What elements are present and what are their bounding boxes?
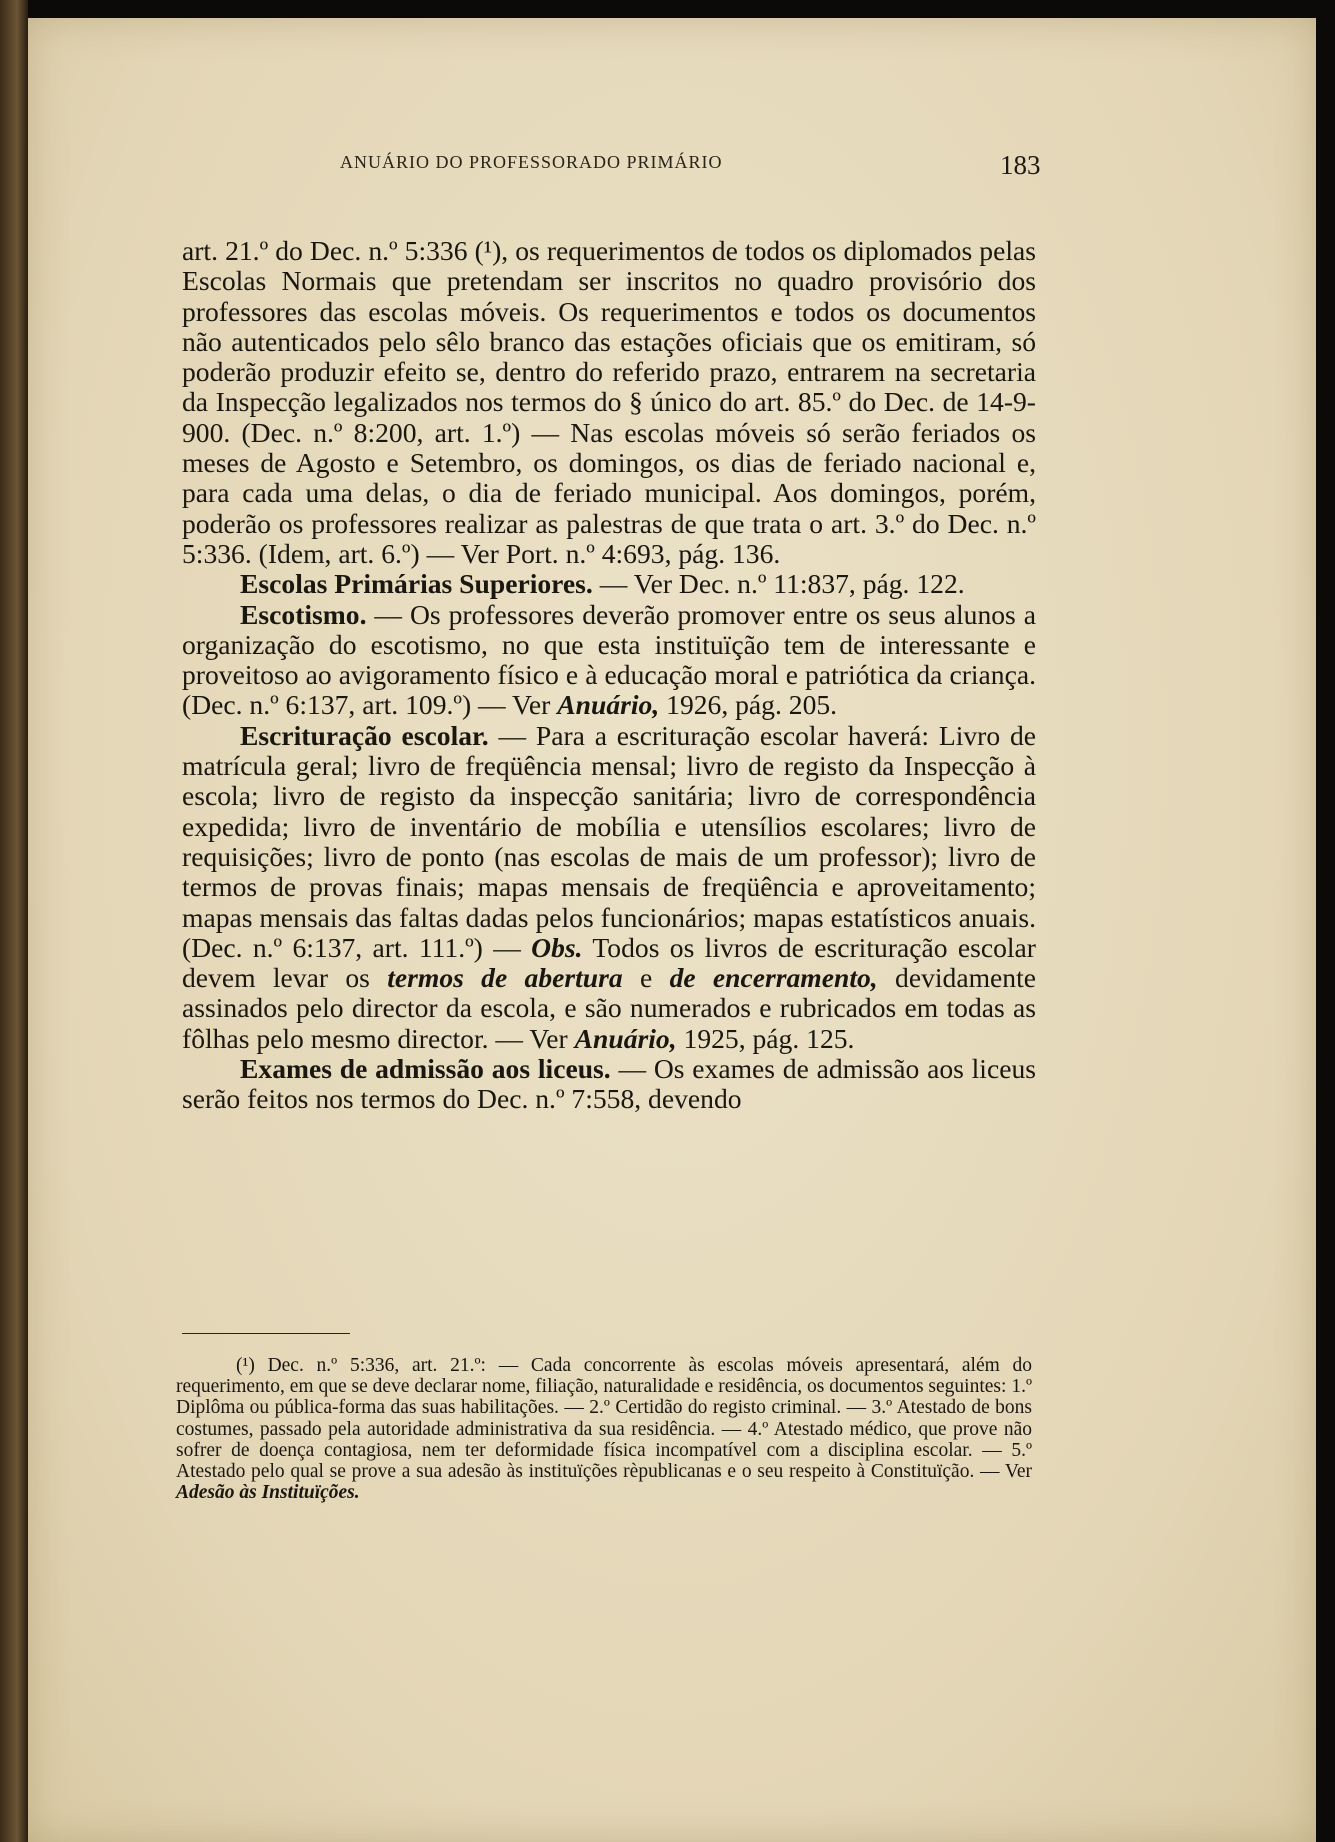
conjunction: e — [622, 962, 670, 994]
entry-exames — [182, 1054, 1036, 1115]
book-spine — [0, 0, 28, 1842]
entry-heading: Escotismo. — [240, 598, 367, 630]
footnote-1 — [176, 1355, 1032, 1503]
entry-text-2: Todos os livros de escrituração escolar devem levar os — [182, 931, 1036, 994]
main-text — [182, 236, 1036, 1115]
reference-tail: 1926, pág. 205. — [659, 689, 838, 721]
paragraph-continuation: art. 21.º do Dec. n.º 5:336 (¹), os requerimentos de todos os diplomados pelas Escolas Normais que pretendam ser inscritos no quadro provisório dos professores das escolas móveis. Os requerimentos e todos os documentos não autenticados pelo sêlo branco das estações oficiais que os emitiram, só poderão produzir efeito se, dentro do referido prazo, entrarem na secretaria da Inspecção legalizados nos termos do § único do art. 85.º do Dec. de 14-9-900. (Dec. n.º 8:200, art. 1.º) — Nas escolas móveis só serão feriados os meses de Agosto e Setembro, os domingos, os dias de feriado nacional e, para cada uma delas, o dia de feriado municipal. Aos domingos, porém, poderão os professores realizar as palestras de que trata o art. 3.º do Dec. n.º 5:336. (Idem, art. 6.º) — Ver Port. n.º 4:693, pág. 136. — [182, 235, 1036, 569]
reference-title: Anuário, — [557, 689, 660, 721]
term-encerramento: de encerramento, — [669, 962, 878, 994]
footnote-text: Dec. n.º 5:336, art. 21.º: — Cada concorrente às escolas móveis apresentará, além do requerimento, em que se deve declarar nome, filiação, naturalidade e residência, os documentos seguintes: 1.º Diplôma ou pública-forma das suas habilitações. — 2.º Certidão do registo criminal. — 3.º Atestado de bons costumes, passado pela autoridade administrativa da sua residência. — 4.º Atestado médico, que prove não sofrer de doença contagiosa, nem ter deformidade física incompatível com a disciplina escolar. — 5.º Atestado pelo qual se prove a sua adesão às instituïções rèpublicanas e o seu respeito à Constituïção. — Ver — [176, 1355, 1032, 1483]
entry-text-3: devidamente assinados pelo director da escola, e são numerados e rubricados em todas as fôlhas pelo mesmo director. — Ver — [182, 962, 1037, 1054]
footnotes — [176, 1355, 1032, 1503]
obs-label: Obs. — [531, 931, 583, 963]
entry-heading: Escolas Primárias Superiores. — [240, 568, 593, 600]
footnote-divider — [182, 1333, 350, 1334]
term-abertura: termos de abertura — [387, 962, 623, 994]
reference-tail: 1925, pág. 125. — [676, 1022, 855, 1054]
reference-title: Anuário, — [574, 1022, 677, 1054]
footnote-mark: (¹) — [236, 1355, 255, 1376]
entry-escotismo — [182, 600, 1036, 721]
entry-text: — Os exames de admissão aos liceus serão feitos nos termos do Dec. n.º 7:558, devendo — [182, 1053, 1036, 1115]
entry-text: — Os professores deverão promover entre os seus alunos a organização do escotismo, no que esta instituïção tem de interessante e proveitoso ao avigoramento físico e à educação moral e patriótica da criança. (Dec. n.º 6:137, art. 109.º) — Ver — [182, 598, 1036, 721]
entry-text: — Para a escrituração escolar haverá: Livro de matrícula geral; livro de freqüência mensal; livro de registo da Inspecção à escola; livro de registo da inspecção sanitária; livro de correspondência expedida; livro de inventário de mobília e utensílios escolares; livro de requisições; livro de ponto (nas escolas de mais de um professor); livro de termos de provas finais; mapas mensais de freqüência e aproveitamento; mapas mensais das faltas dadas pelos funcionários; mapas estatísticos anuais. (Dec. n.º 6:137, art. 111.º) — — [182, 719, 1037, 963]
entry-heading: Exames de admissão aos liceus. — [240, 1053, 611, 1085]
entry-escrituracao — [182, 721, 1036, 1054]
page-number: 183 — [1000, 150, 1041, 180]
footnote-reference: Adesão às Instituïções. — [176, 1482, 360, 1504]
running-header: ANUÁRIO DO PROFESSORADO PRIMÁRIO — [340, 152, 723, 172]
entry-escolas-primarias — [182, 569, 1036, 599]
entry-text: — Ver Dec. n.º 11:837, pág. 122. — [592, 568, 965, 600]
entry-heading: Escrituração escolar. — [240, 719, 489, 751]
